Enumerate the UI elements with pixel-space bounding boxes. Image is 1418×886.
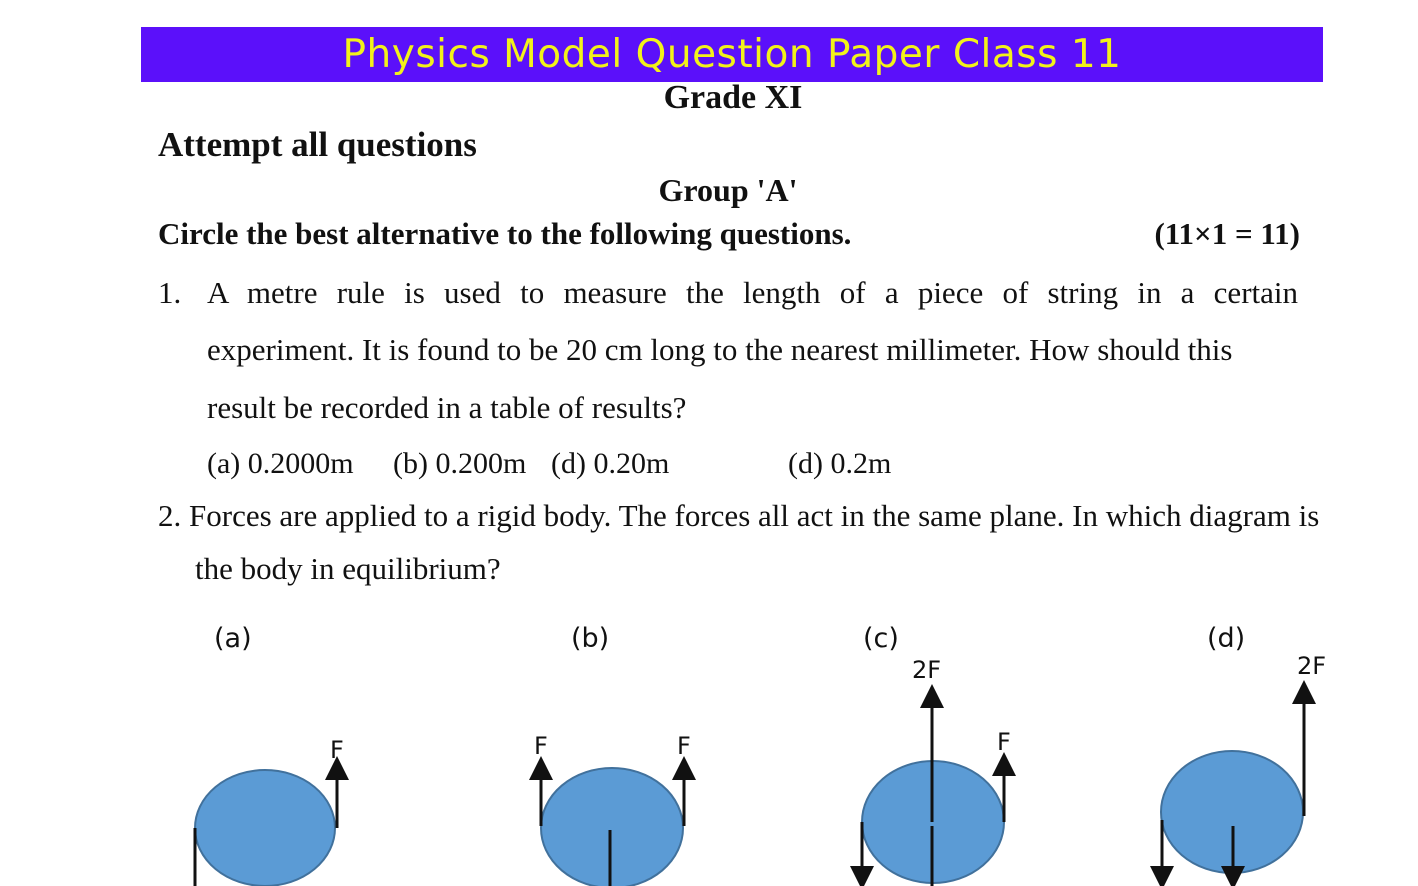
diagram-d-label: (d) [1207,623,1246,654]
question-1-line-1: A metre rule is used to measure the length of a piece of string in a certain [207,275,1298,310]
title-banner [141,27,1323,82]
paper-title: Physics Model Question Paper Class 11 [342,32,1122,77]
question-1-line-3: result be recorded in a table of results? [207,390,687,425]
question-1-option-c: (d) 0.20m [551,447,670,480]
question-1-line-2: experiment. It is found to be 20 cm long to the nearest millimeter. How should this [207,332,1233,367]
diagram-d [1161,623,1326,878]
group-heading: Group 'A' [658,172,798,208]
diagram-c-label: (c) [863,623,899,654]
diagram-b-label: (b) [571,623,610,654]
rigid-body-b [541,768,683,886]
question-1-option-b: (b) 0.200m [393,447,527,480]
diagram-b-force-label-left: F [534,732,548,760]
diagram-b [534,623,691,886]
section-marks: (11×1 = 11) [1154,216,1300,251]
section-instruction: Circle the best alternative to the following questions. [158,216,852,251]
diagram-c-force-label-f: F [997,728,1011,756]
diagram-c [862,623,1011,886]
grade-heading: Grade XI [663,79,803,116]
question-2-line-1: 2. Forces are applied to a rigid body. The forces all act in the same plane. In which diagram is [158,498,1320,533]
force-diagrams [0,600,1418,886]
question-1-number: 1. [158,275,182,310]
rigid-body-a [195,770,335,886]
diagram-a-force-label: F [330,736,344,764]
question-2-line-2: the body in equilibrium? [195,551,501,586]
diagram-b-force-label-right: F [677,732,691,760]
question-1-option-d: (d) 0.2m [788,447,892,480]
diagram-c-force-label-2f: 2F [912,656,942,684]
question-1-option-a: (a) 0.2000m [207,447,354,480]
diagram-a-label: (a) [214,623,252,654]
diagram-a [195,623,344,886]
attempt-instruction: Attempt all questions [158,125,477,164]
diagram-d-force-label-2f: 2F [1297,652,1327,680]
